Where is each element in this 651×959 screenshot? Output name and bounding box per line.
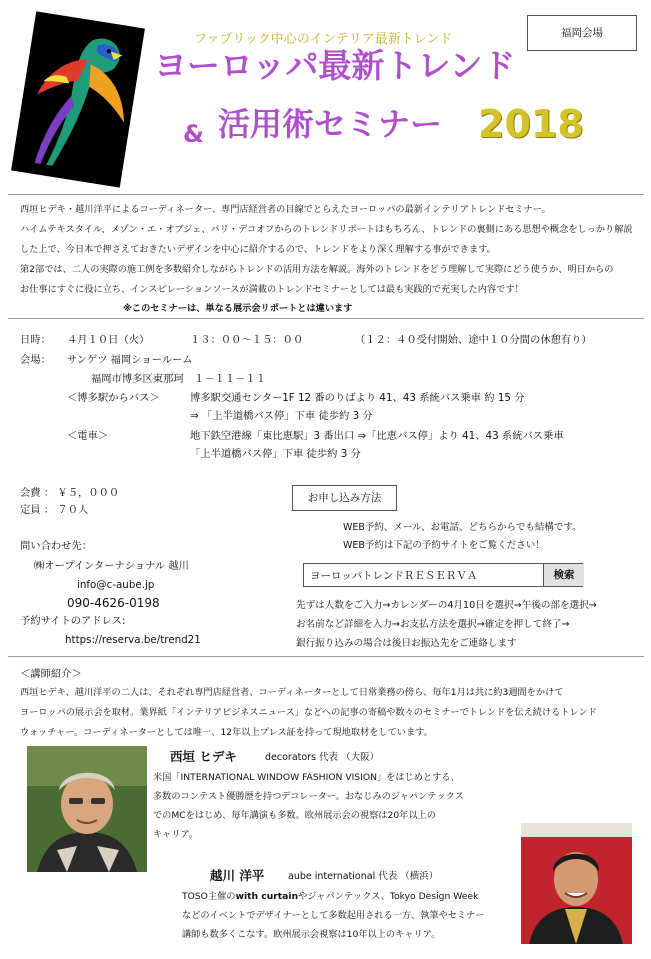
lecturer-2-role: aube international 代表 （横浜） (288, 871, 439, 882)
time-note: （１２：４０受付開始、途中１０分間の休憩有り） (355, 334, 592, 346)
divider (8, 194, 644, 195)
event-date: ４月１０日（火） (67, 334, 150, 346)
lecturers-intro-line: 西垣ヒデキ、越川洋平の二人は、それぞれ専門店経営者、コーディネーターとして日常業務の傍ら、毎年1月は共に約3週間をかけて (20, 687, 564, 698)
lecturer-2-name: 越川 洋平 (210, 868, 265, 883)
venue-badge: 福岡会場 (527, 15, 637, 51)
reservation-site-label: 予約サイトのアドレス: (20, 615, 126, 627)
intro-line: お仕事にすぐに役に立ち、インスピレーションソースが満載のトレンドセミナーとしては最も実践的で充実した内容です！ (20, 284, 524, 295)
parrot-illustration (11, 11, 145, 187)
parrot-image (11, 11, 145, 187)
lecturers-heading: ＜講師紹介＞ (20, 668, 82, 680)
venue-label: 会場： (20, 354, 51, 366)
lecturer-1-bio-line: キャリア。 (153, 829, 199, 840)
lecturer-2-bio-line: 講師も数多くこなす。欧州展示会視察は10年以上のキャリア。 (182, 929, 441, 940)
lecturer-2-photo (521, 823, 632, 944)
lecturers-intro-line: ヨーロッパの展示会を取材。業界紙「インテリアビジネスニュース」などへの記事の寄稿や数々のセミナーでトレンドを伝え続けるトレンド (20, 707, 597, 718)
apply-step: お名前など詳細を入力→お支払方法を選択→確定を押して終了→ (296, 619, 570, 630)
search-button[interactable]: 検索 (543, 564, 584, 586)
apply-method-button[interactable]: お申し込み方法 (292, 485, 397, 511)
contact-email[interactable]: info@c-aube.jp (77, 579, 155, 591)
capacity: 定員 ： ７０人 (20, 504, 89, 516)
bio-text: TOSO主催の (182, 891, 236, 902)
apply-step: 銀行振り込みの場合は後日お振込先をご連絡します (296, 638, 517, 649)
lecturer-1-bio-line: 多数のコンテスト優勝歴を持つデコレーター。おなじみのジャパンテックス (153, 791, 464, 802)
intro-line: 第2部では、二人の実際の施工例を多数紹介しながらトレンドの活用方法を解説。海外のトレンドをどう理解して実際にどう使うか、明日からの (20, 264, 614, 275)
lecturer-2-bio-line: などのイベントでデザイナーとして多数起用される一方、執筆やセミナー (182, 910, 485, 921)
page-title-line1: ヨーロッパ最新トレンド (154, 46, 516, 85)
search-box (303, 563, 583, 587)
access-bus-line: 博多駅交通センター1F 12 番のりばより 41、43 系統バス乗車 約 15 分 (190, 392, 525, 404)
search-input[interactable]: ヨーロッパトレンドＲＥＳＥＲＶＡ (310, 570, 478, 582)
portrait-illustration (521, 823, 632, 944)
apply-note: WEB予約は下記の予約サイトをご覧ください！ (343, 540, 545, 551)
intro-line: ハイムテキスタイル、メゾン・エ・オブジェ、パリ・デコオフからのトレンドリポートはもちろん、トレンドの裏側にある思想や概念をしっかり解説 (20, 224, 633, 235)
access-train-line: 地下鉄空港線「東比恵駅」3 番出口 ⇒「比恵バス停」より 41、43 系統バス乗車 (190, 430, 564, 442)
lecturer-1-photo (27, 746, 147, 872)
reservation-site-url[interactable]: https://reserva.be/trend21 (65, 634, 201, 646)
lecturer-1-name: 西垣 ヒデキ (170, 749, 237, 764)
contact-label: 問い合わせ先： (20, 540, 93, 552)
date-label: 日時： (20, 334, 51, 346)
lecturer-1-bio-line: 米国「INTERNATIONAL WINDOW FASHION VISION」をはじめとする、 (153, 772, 460, 783)
lecturer-1-role: decorators 代表 （大阪） (265, 752, 380, 763)
contact-company: ㈱オープインターナショナル 越川 (34, 560, 189, 572)
title-ampersand: & (183, 120, 204, 148)
event-time: １３：００～１５：００ (190, 334, 304, 346)
lecturer-2-bio-line (182, 887, 478, 907)
intro-note: ※このセミナーは、単なる展示会リポートとは違います (123, 303, 353, 314)
intro-line: 西垣ヒデキ・越川洋平によるコーディネーター、専門店経営者の目線でとらえたヨーロッパの最新インテリアトレンドセミナー。 (20, 204, 551, 215)
divider (8, 318, 644, 319)
title-year: 2018 (478, 102, 584, 146)
lecturers-intro-line: ウォッチャー。コーディネーターとしては唯一、12年以上プレス証を持って現地取材をしています。 (20, 727, 433, 738)
access-bus-line: ⇒ 「上半道橋バス停」下車 徒歩約 3 分 (190, 410, 373, 422)
portrait-illustration (27, 746, 147, 872)
page-title-line2: 活用術セミナー (218, 105, 443, 143)
header-tagline: ファブリック中心のインテリア最新トレンド (194, 32, 453, 47)
bio-highlight: with curtain (235, 891, 299, 902)
bio-text: やジャパンテックス、Tokyo Design Week (298, 891, 479, 902)
intro-line: した上で、今日本で押さえておきたいデザインを中心に紹介するので、トレンドをより深く理解する事ができます。 (20, 244, 496, 255)
contact-phone[interactable]: 090-4626-0198 (67, 596, 160, 610)
access-train-line: 「上半道橋バス停」下車 徒歩約 3 分 (190, 448, 361, 460)
apply-step: 先ずは人数をご入力→カレンダーの4月10日を選択→午後の部を選択→ (296, 600, 597, 611)
venue-name: サンゲツ 福岡ショールーム (67, 354, 193, 366)
apply-note: WEB予約、メール、お電話、どちらからでも結構です。 (343, 522, 582, 533)
venue-address: 福岡市博多区東那珂 １－１１－１１ (91, 373, 267, 385)
access-train-label: ＜電車＞ (67, 430, 109, 442)
lecturer-1-bio-line: でのMCをはじめ、毎年講演も多数。欧州展示会の視察は20年以上の (153, 810, 436, 821)
fee: 会費 ： ￥５，０００ (20, 487, 120, 499)
divider (8, 656, 644, 657)
access-bus-label: ＜博多駅からバス＞ (67, 392, 160, 404)
